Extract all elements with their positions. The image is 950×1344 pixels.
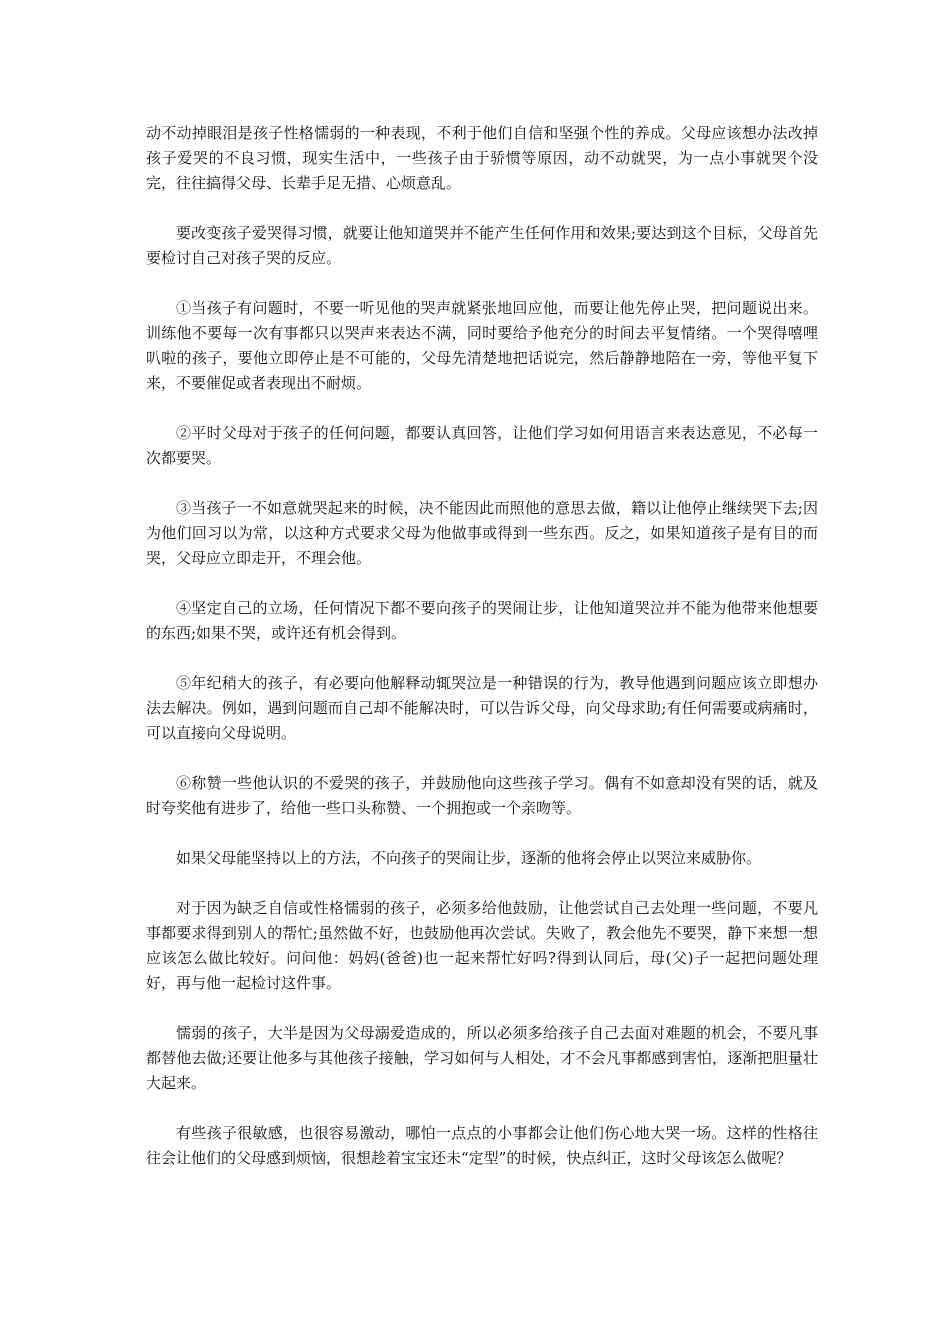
paragraph-10: 对于因为缺乏自信或性格懦弱的孩子，必须多给他鼓励，让他尝试自己去处理一些问题，不要凡事都要求得到别人的帮忙;虽然做不好，也鼓励他再次尝试。失败了，教会他先不要哭，静下来想一想应该怎么做比较好。问问他：妈妈(爸爸)也一起来帮忙好吗?得到认同后，母(父)子一起把问题处理好，再与他一起检讨这件事。 [146, 899, 818, 992]
paragraph-2: 要改变孩子爱哭得习惯，就要让他知道哭并不能产生任何作用和效果;要达到这个目标，父母首先要检讨自己对孩子哭的反应。 [146, 224, 818, 267]
paragraph-5: ③当孩子一不如意就哭起来的时候，决不能因此而照他的意思去做，籍以让他停止继续哭下去;因为他们回习以为常，以这种方式要求父母为他做事或得到一些东西。反之，如果知道孩子是有目的而哭，父母应立即走开，不理会他。 [146, 499, 818, 567]
paragraph-8: ⑥称赞一些他认识的不爱哭的孩子，并鼓励他向这些孩子学习。偶有不如意却没有哭的话，就及时夸奖他有进步了，给他一些口头称赞、一个拥抱或一个亲吻等。 [146, 774, 818, 817]
paragraph-7: ⑤年纪稍大的孩子，有必要向他解释动辄哭泣是一种错误的行为，教导他遇到问题应该立即想办法去解决。例如，遇到问题而自己却不能解决时，可以告诉父母，向父母求助;有任何需要或病痛时，可以直接向父母说明。 [146, 674, 818, 742]
paragraph-6: ④坚定自己的立场，任何情况下都不要向孩子的哭闹让步，让他知道哭泣并不能为他带来他想要的东西;如果不哭，或许还有机会得到。 [146, 599, 818, 642]
paragraph-12: 有些孩子很敏感，也很容易激动，哪怕一点点的小事都会让他们伤心地大哭一场。这样的性格往往会让他们的父母感到烦恼，很想趁着宝宝还未“定型”的时候，快点纠正，这时父母该怎么做呢？ [146, 1124, 818, 1167]
paragraph-3: ①当孩子有问题时，不要一听见他的哭声就紧张地回应他，而要让他先停止哭，把问题说出来。训练他不要每一次有事都只以哭声来表达不满，同时要给予他充分的时间去平复情绪。一个哭得嘻哩叭啦的孩子，要他立即停止是不可能的，父母先清楚地把话说完，然后静静地陪在一旁，等他平复下来，不要催促或者表现出不耐烦。 [146, 299, 818, 392]
paragraph-4: ②平时父母对于孩子的任何问题，都要认真回答，让他们学习如何用语言来表达意见，不必每一次都要哭。 [146, 424, 818, 467]
document-body [146, 121, 818, 1196]
paragraph-1: 动不动掉眼泪是孩子性格懦弱的一种表现，不利于他们自信和坚强个性的养成。父母应该想办法改掉孩子爱哭的不良习惯，现实生活中，一些孩子由于骄惯等原因，动不动就哭，为一点小事就哭个没完，往往搞得父母、长辈手足无措、心烦意乱。 [146, 124, 818, 192]
paragraph-11: 懦弱的孩子，大半是因为父母溺爱造成的，所以必须多给孩子自己去面对难题的机会，不要凡事都替他去做;还要让他多与其他孩子接触，学习如何与人相处，才不会凡事都感到害怕，逐渐把胆量壮大起来。 [146, 1024, 818, 1092]
paragraph-9: 如果父母能坚持以上的方法，不向孩子的哭闹让步，逐渐的他将会停止以哭泣来威胁你。 [176, 849, 762, 867]
